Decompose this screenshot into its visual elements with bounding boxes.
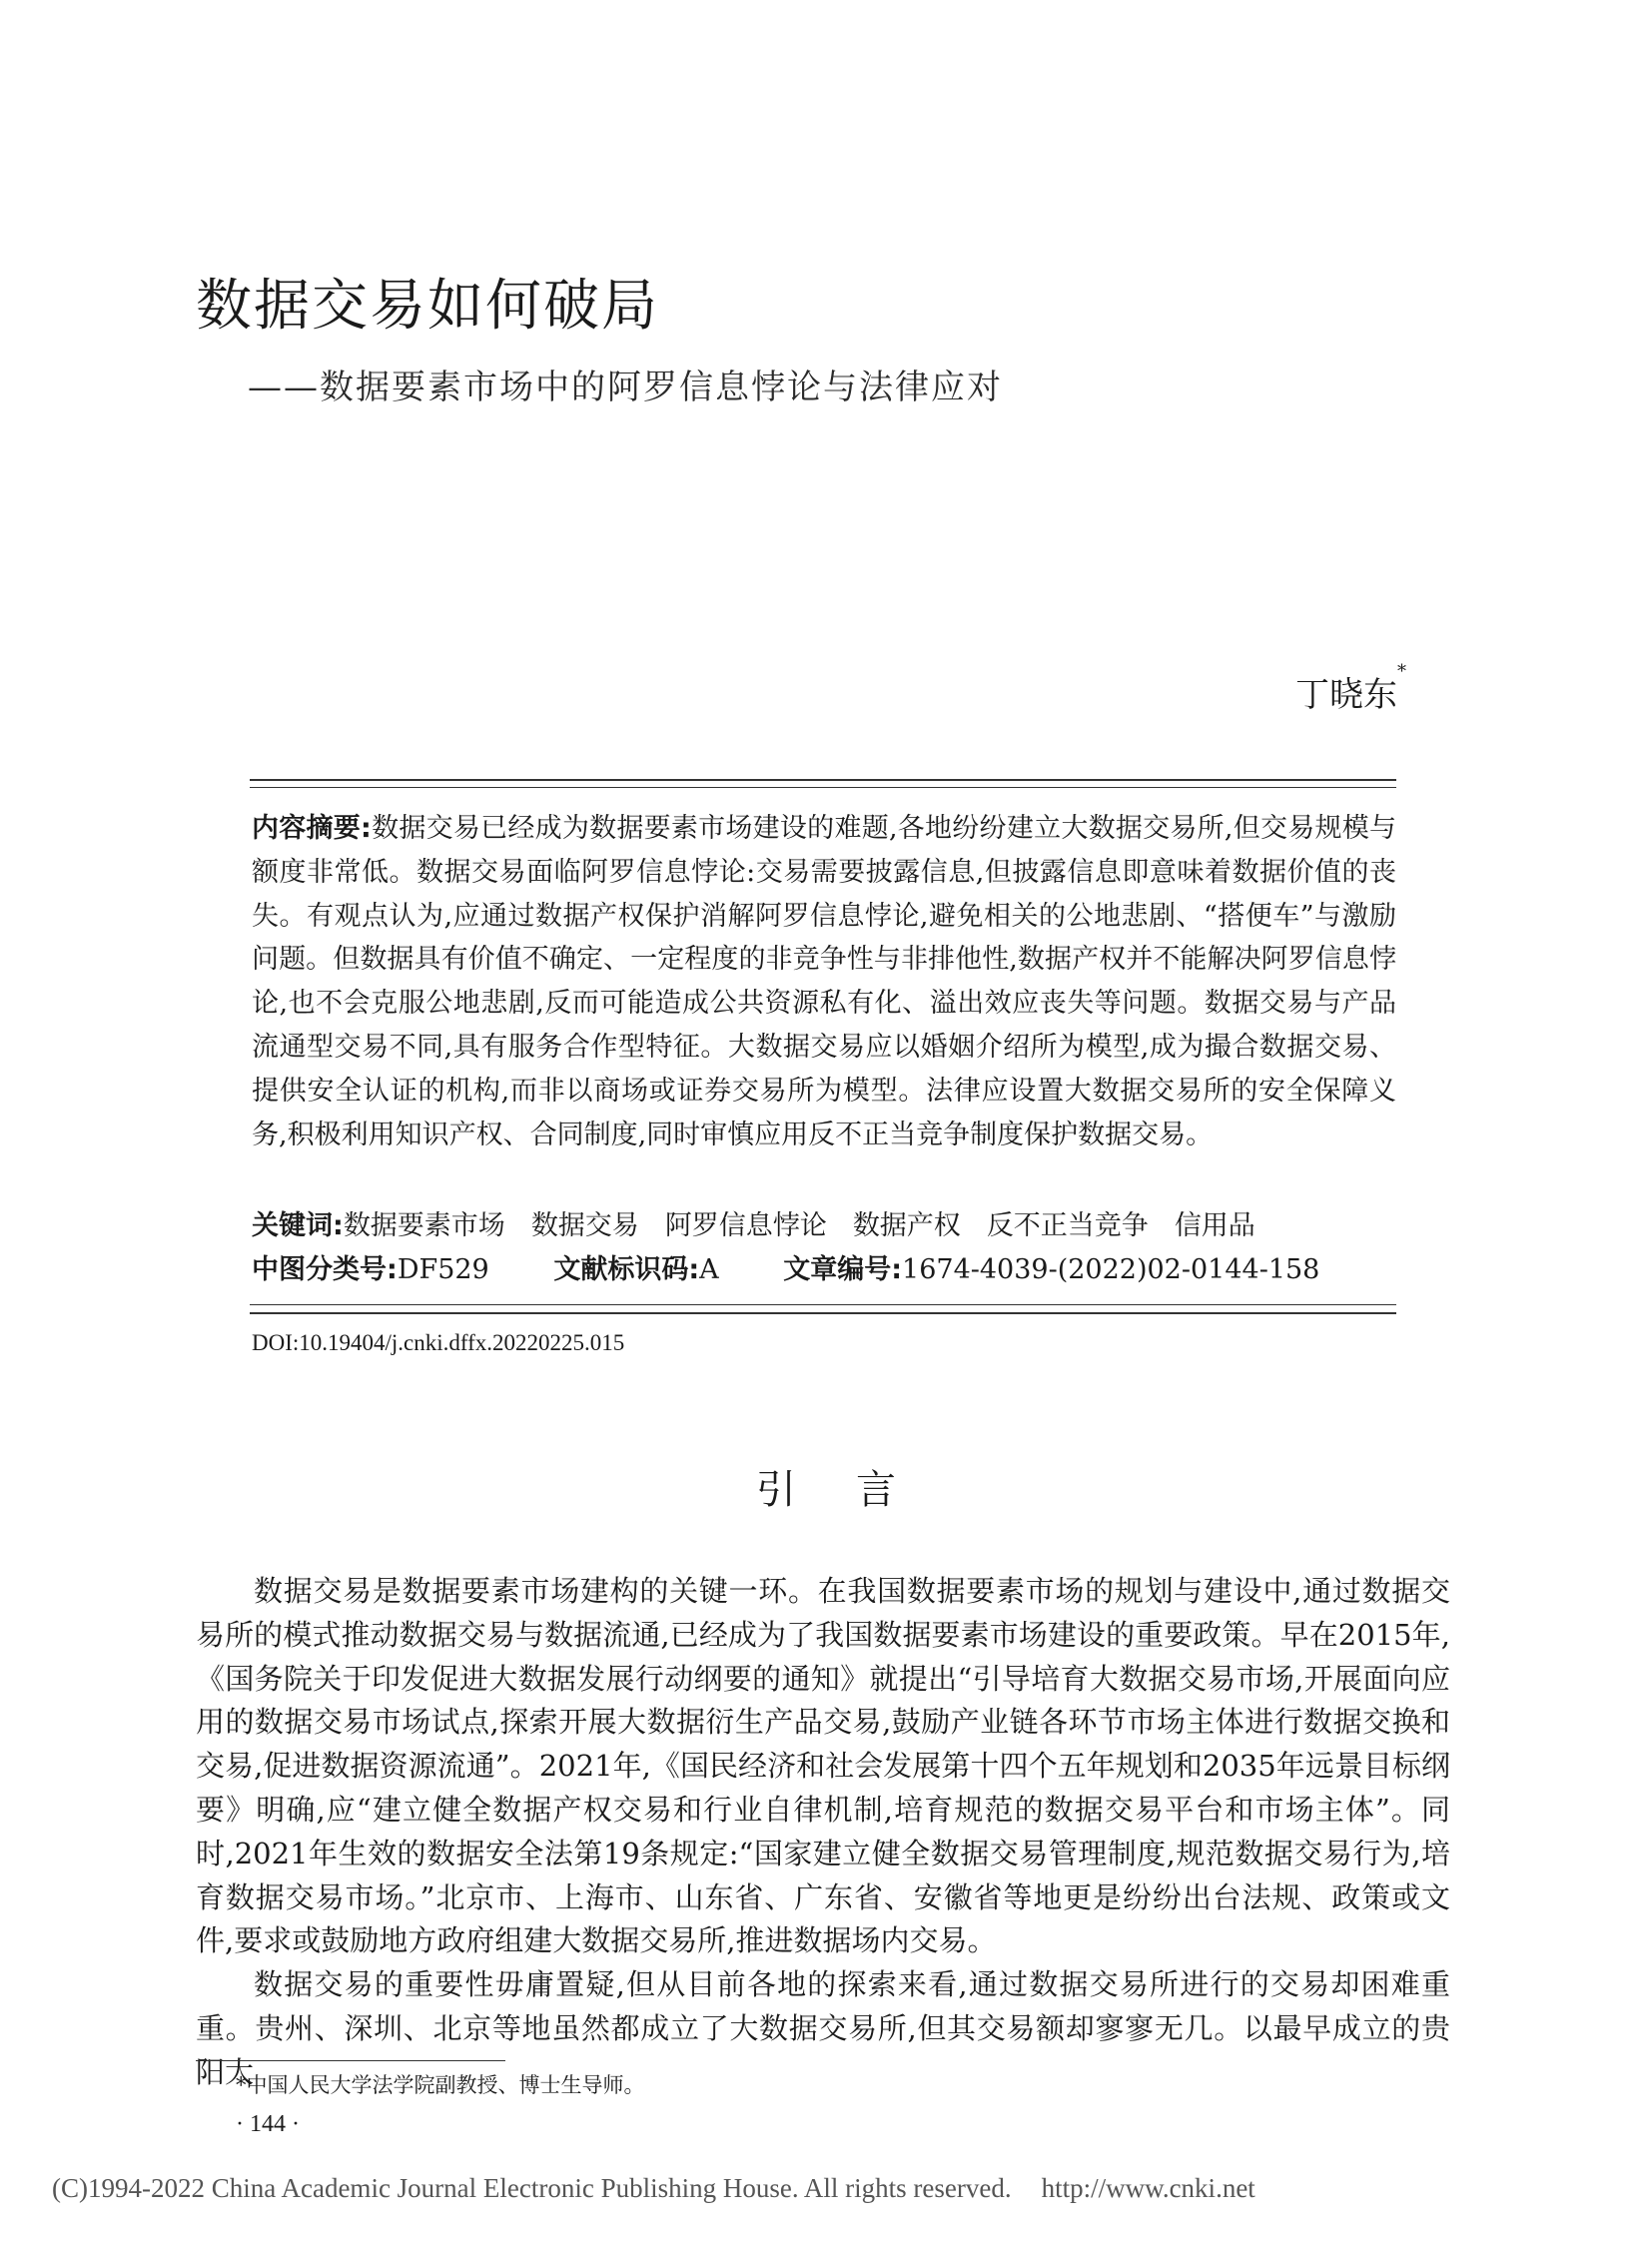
- footer-url: http://www.cnki.net: [1041, 2173, 1255, 2203]
- keyword: 数据交易: [530, 1210, 639, 1241]
- abstract-label: 内容摘要:: [252, 813, 372, 844]
- keyword: 数据要素市场: [343, 1210, 505, 1241]
- article-title: 数据交易如何破局: [196, 274, 659, 339]
- abstract-top-rule: [250, 779, 1396, 781]
- keywords-label: 关键词:: [252, 1210, 344, 1241]
- keyword: 反不正当竞争: [986, 1210, 1149, 1241]
- author-footnote-mark: *: [1397, 661, 1406, 682]
- keyword: 信用品: [1174, 1210, 1255, 1241]
- keyword: 数据产权: [852, 1210, 961, 1241]
- copyright-text: (C)1994-2022 China Academic Journal Electronic Publishing House. All rights reserved.: [52, 2173, 1012, 2203]
- article-number-label: 文章编号:: [783, 1254, 903, 1285]
- body-paragraph: 数据交易是数据要素市场建构的关键一环。在我国数据要素市场的规划与建设中,通过数据交易所的模式推动数据交易与数据流通,已经成为了我国数据要素市场建设的重要政策。早在2015年,《国务院关于印发促进大数据发展行动纲要的通知》就提出“引导培育大数据交易市场,开展面向应用的数据交易市场试点,探索开展大数据衍生产品交易,鼓励产业链各环节市场主体进行数据交换和交易,促进数据资源流通”。2021年,《国民经济和社会发展第十四个五年规划和2035年远景目标纲要》明确,应“建立健全数据产权交易和行业自律机制,培育规范的数据交易平台和市场主体”。同时,2021年生效的数据安全法第19条规定:“国家建立健全数据交易管理制度,规范数据交易行为,培育数据交易市场。”北京市、上海市、山东省、广东省、安徽省等地更是纷纷出台法规、政策或文件,要求或鼓励地方政府组建大数据交易所,推进数据场内交易。: [196, 1574, 1450, 1958]
- abstract-text: 数据交易已经成为数据要素市场建设的难题,各地纷纷建立大数据交易所,但交易规模与额度非常低。数据交易面临阿罗信息悖论:交易需要披露信息,但披露信息即意味着数据价值的丧失。有观点认为,应通过数据产权保护消解阿罗信息悖论,避免相关的公地悲剧、“搭便车”与激励问题。但数据具有价值不确定、一定程度的非竞争性与非排他性,数据产权并不能解决阿罗信息悖论,也不会克服公地悲剧,反而可能造成公共资源私有化、溢出效应丧失等问题。数据交易与产品流通型交易不同,具有服务合作型特征。大数据交易应以婚姻介绍所为模型,成为撮合数据交易、提供安全认证的机构,而非以商场或证券交易所为模型。法律应设置大数据交易所的安全保障义务,积极利用知识产权、合同制度,同时审慎应用反不正当竞争制度保护数据交易。: [252, 813, 1396, 1150]
- clc-label: 中图分类号:: [252, 1254, 398, 1285]
- author-name: [1295, 661, 1406, 716]
- clc-value: DF529: [397, 1254, 489, 1285]
- abstract-block: [252, 807, 1396, 1156]
- classification-line: [252, 1248, 1396, 1292]
- keyword: 阿罗信息悖论: [664, 1210, 827, 1241]
- document-code-value: A: [699, 1254, 719, 1285]
- body-text: [196, 1570, 1450, 2095]
- article-subtitle: ——数据要素市场中的阿罗信息悖论与法律应对: [248, 368, 1003, 407]
- footnote: *中国人民大学法学院副教授、博士生导师。: [236, 2073, 645, 2097]
- footnote-rule: [196, 2060, 505, 2061]
- document-code: [553, 1254, 718, 1285]
- article-number: [783, 1254, 1319, 1285]
- copyright-footer: [52, 2173, 1255, 2204]
- body-paragraph: 数据交易的重要性毋庸置疑,但从目前各地的探索来看,通过数据交易所进行的交易却困难重重。贵州、深圳、北京等地虽然都成立了大数据交易所,但其交易额却寥寥无几。以最早成立的贵阳大: [196, 1967, 1450, 2089]
- abstract-bottom-rule: [250, 1312, 1396, 1314]
- abstract-bottom-rule-thin: [250, 1304, 1396, 1305]
- keywords-line: [252, 1204, 1396, 1248]
- document-code-label: 文献标识码:: [553, 1254, 700, 1285]
- doi: DOI:10.19404/j.cnki.dffx.20220225.015: [252, 1330, 625, 1355]
- article-number-value: 1674-4039-(2022)02-0144-158: [902, 1254, 1320, 1285]
- abstract-top-rule-thin: [250, 787, 1396, 788]
- section-heading: 引言: [756, 1467, 956, 1513]
- author-name-text: 丁晓东: [1295, 675, 1397, 715]
- clc-code: [252, 1254, 489, 1285]
- page-number: · 144 ·: [236, 2111, 300, 2137]
